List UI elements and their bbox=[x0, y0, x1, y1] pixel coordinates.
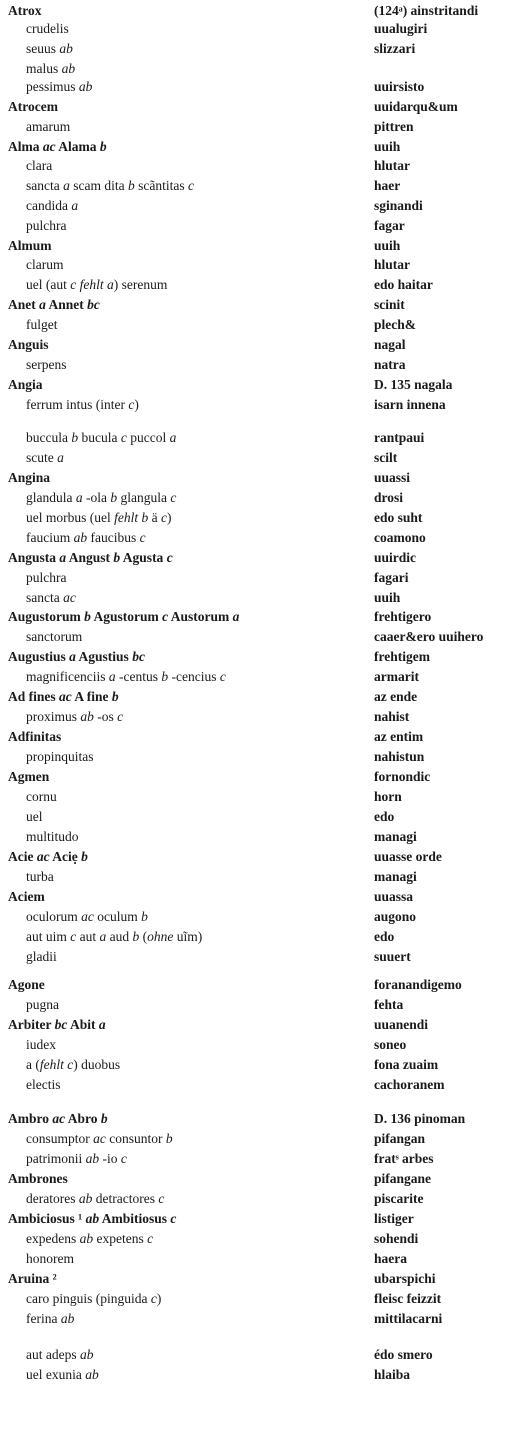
german-gloss: uuanendi bbox=[374, 1017, 429, 1032]
latin-gloss: sancta a scam dita b scãntitas c bbox=[26, 178, 194, 193]
german-gloss: plech& bbox=[374, 317, 416, 332]
lemma-heading: Anet a Annet bc bbox=[8, 297, 100, 312]
german-gloss: uuasse orde bbox=[374, 849, 442, 864]
latin-gloss: pugna bbox=[26, 997, 59, 1012]
latin-gloss: candida a bbox=[26, 198, 79, 213]
german-gloss: fornondic bbox=[374, 769, 431, 784]
latin-gloss: honorem bbox=[26, 1251, 74, 1266]
german-gloss: augono bbox=[374, 909, 417, 924]
german-gloss: nagal bbox=[374, 337, 406, 352]
german-gloss: caaer&ero uuihero bbox=[374, 629, 484, 644]
german-gloss: D. 135 nagala bbox=[374, 377, 453, 392]
gloss-entry bbox=[0, 1210, 520, 1230]
latin-gloss: sanctorum bbox=[26, 629, 83, 644]
german-gloss: az ende bbox=[374, 689, 418, 704]
gloss-entry bbox=[0, 1170, 520, 1190]
lemma-heading: Atrox bbox=[8, 3, 42, 18]
german-gloss: frehtigero bbox=[374, 609, 432, 624]
german-gloss: pittren bbox=[374, 119, 414, 134]
german-gloss: fleisc feizzit bbox=[374, 1291, 442, 1306]
lemma-heading: Angusta a Angust b Agusta c bbox=[8, 550, 173, 565]
gloss-entry bbox=[0, 948, 520, 968]
gloss-entry bbox=[0, 1016, 520, 1036]
gloss-entry bbox=[0, 1190, 520, 1210]
lemma-heading: Alma ac Alama b bbox=[8, 139, 107, 154]
german-gloss: managi bbox=[374, 869, 417, 884]
latin-gloss: caro pinguis (pinguida c) bbox=[26, 1291, 162, 1306]
gloss-entry bbox=[0, 2, 520, 22]
german-gloss: fratˢ arbes bbox=[374, 1151, 434, 1166]
lemma-heading: Ambiciosus ¹ ab Ambitiosus c bbox=[8, 1211, 177, 1226]
lemma-heading: Aruina ² bbox=[8, 1271, 57, 1286]
german-gloss: fagar bbox=[374, 218, 405, 233]
lemma-heading: Atrocem bbox=[8, 99, 58, 114]
gloss-entry bbox=[0, 469, 520, 489]
lemma-heading: Adfinitas bbox=[8, 729, 62, 744]
gloss-entry bbox=[0, 138, 520, 158]
gloss-entry bbox=[0, 336, 520, 356]
latin-gloss: clarum bbox=[26, 257, 64, 272]
latin-gloss: fulget bbox=[26, 317, 58, 332]
german-gloss: haer bbox=[374, 178, 401, 193]
gloss-entry bbox=[0, 1230, 520, 1250]
gloss-entry bbox=[0, 316, 520, 336]
german-gloss: scinit bbox=[374, 297, 405, 312]
german-gloss: drosi bbox=[374, 490, 404, 505]
latin-gloss: glandula a -ola b glangula c bbox=[26, 490, 177, 505]
german-gloss: scilt bbox=[374, 450, 398, 465]
gloss-entry bbox=[0, 828, 520, 848]
german-gloss: hlutar bbox=[374, 158, 411, 173]
latin-gloss: deratores ab detractores c bbox=[26, 1191, 165, 1206]
gloss-entry bbox=[0, 768, 520, 788]
latin-gloss: pulchra bbox=[26, 218, 67, 233]
lemma-heading: Arbiter bc Abit a bbox=[8, 1017, 106, 1032]
gloss-entry bbox=[0, 429, 520, 449]
lemma-heading: Anguis bbox=[8, 337, 49, 352]
german-gloss: hlutar bbox=[374, 257, 411, 272]
latin-gloss: turba bbox=[26, 869, 54, 884]
german-gloss: slizzari bbox=[374, 41, 416, 56]
german-gloss: horn bbox=[374, 789, 402, 804]
german-gloss: edo suht bbox=[374, 510, 423, 525]
german-gloss: uuih bbox=[374, 139, 401, 154]
german-gloss: D. 136 pinoman bbox=[374, 1111, 466, 1126]
latin-gloss: oculorum ac oculum b bbox=[26, 909, 148, 924]
german-gloss: edo bbox=[374, 809, 395, 824]
german-gloss: uuirdic bbox=[374, 550, 417, 565]
gloss-entry bbox=[0, 217, 520, 237]
gloss-entry bbox=[0, 788, 520, 808]
latin-gloss: uel exunia ab bbox=[26, 1367, 99, 1382]
latin-gloss: clara bbox=[26, 158, 53, 173]
gloss-entry bbox=[0, 509, 520, 529]
gloss-entry bbox=[0, 976, 520, 996]
gloss-entry bbox=[0, 396, 520, 416]
latin-gloss: consumptor ac consuntor b bbox=[26, 1131, 173, 1146]
german-gloss: cachoranem bbox=[374, 1077, 445, 1092]
gloss-entry bbox=[0, 608, 520, 628]
latin-gloss: uel bbox=[26, 809, 43, 824]
german-gloss: uuirsisto bbox=[374, 79, 425, 94]
latin-gloss: seuus ab bbox=[26, 41, 73, 56]
latin-gloss: patrimonii ab -io c bbox=[26, 1151, 127, 1166]
gloss-entry bbox=[0, 628, 520, 648]
german-gloss: sginandi bbox=[374, 198, 423, 213]
german-gloss: nahist bbox=[374, 709, 410, 724]
gloss-entry bbox=[0, 1130, 520, 1150]
german-gloss: pifangane bbox=[374, 1171, 432, 1186]
latin-gloss: sancta ac bbox=[26, 590, 76, 605]
lemma-heading: Almum bbox=[8, 238, 52, 253]
german-gloss: uuih bbox=[374, 238, 401, 253]
german-gloss: uuih bbox=[374, 590, 401, 605]
german-gloss: pifangan bbox=[374, 1131, 426, 1146]
latin-gloss: pulchra bbox=[26, 570, 67, 585]
gloss-entry bbox=[0, 60, 520, 80]
german-gloss: uuassa bbox=[374, 889, 414, 904]
latin-gloss: expedens ab expetens c bbox=[26, 1231, 154, 1246]
latin-gloss: electis bbox=[26, 1077, 61, 1092]
gloss-entry bbox=[0, 1250, 520, 1270]
gloss-entry bbox=[0, 1346, 520, 1366]
gloss-entry bbox=[0, 376, 520, 396]
gloss-entry bbox=[0, 928, 520, 948]
german-gloss: nahistun bbox=[374, 749, 425, 764]
german-gloss: fona zuaim bbox=[374, 1057, 439, 1072]
gloss-entry bbox=[0, 868, 520, 888]
gloss-entry bbox=[0, 489, 520, 509]
gloss-entry bbox=[0, 848, 520, 868]
gloss-entry bbox=[0, 708, 520, 728]
gloss-entry bbox=[0, 256, 520, 276]
latin-gloss: uel (aut c fehlt a) serenum bbox=[26, 277, 168, 292]
gloss-entry bbox=[0, 276, 520, 296]
gloss-entry bbox=[0, 1290, 520, 1310]
gloss-entry bbox=[0, 529, 520, 549]
lemma-heading: Agmen bbox=[8, 769, 50, 784]
gloss-entry bbox=[0, 888, 520, 908]
german-gloss: hlaiba bbox=[374, 1367, 411, 1382]
lemma-heading: Ad fines ac A fine b bbox=[8, 689, 119, 704]
german-gloss: managi bbox=[374, 829, 417, 844]
latin-gloss: magnificenciis a -centus b -cencius c bbox=[26, 669, 226, 684]
gloss-entry bbox=[0, 1366, 520, 1386]
german-gloss: soneo bbox=[374, 1037, 407, 1052]
german-gloss: fehta bbox=[374, 997, 404, 1012]
latin-gloss: serpens bbox=[26, 357, 67, 372]
gloss-entry bbox=[0, 118, 520, 138]
gloss-entry bbox=[0, 996, 520, 1016]
lemma-heading: Ambrones bbox=[8, 1171, 68, 1186]
gloss-entry bbox=[0, 197, 520, 217]
german-gloss: rantpaui bbox=[374, 430, 425, 445]
latin-gloss: scute a bbox=[26, 450, 64, 465]
gloss-entry bbox=[0, 1036, 520, 1056]
lemma-heading: Angia bbox=[8, 377, 43, 392]
latin-gloss: a (fehlt c) duobus bbox=[26, 1057, 121, 1072]
latin-gloss: proximus ab -os c bbox=[26, 709, 124, 724]
lemma-heading: Acie ac Aciẹ b bbox=[8, 849, 88, 864]
lemma-heading: Angina bbox=[8, 470, 51, 485]
gloss-entry bbox=[0, 748, 520, 768]
lemma-heading: Augustorum b Agustorum c Austorum a bbox=[8, 609, 240, 624]
gloss-entry bbox=[0, 177, 520, 197]
gloss-entry bbox=[0, 157, 520, 177]
german-gloss: frehtigem bbox=[374, 649, 430, 664]
gloss-entry bbox=[0, 98, 520, 118]
latin-gloss: ferrum intus (inter c) bbox=[26, 397, 139, 412]
latin-gloss: aut uim c aut a aud b (ohne uĩm) bbox=[26, 929, 203, 944]
gloss-entry bbox=[0, 1110, 520, 1130]
latin-gloss: ferina ab bbox=[26, 1311, 75, 1326]
lemma-heading: Augustius a Agustius bc bbox=[8, 649, 145, 664]
german-gloss: ubarspichi bbox=[374, 1271, 436, 1286]
gloss-entry bbox=[0, 1310, 520, 1330]
german-gloss: piscarite bbox=[374, 1191, 424, 1206]
lemma-heading: Agone bbox=[8, 977, 45, 992]
latin-gloss: iudex bbox=[26, 1037, 56, 1052]
gloss-entry bbox=[0, 728, 520, 748]
german-gloss: foranandigemo bbox=[374, 977, 462, 992]
german-gloss: natra bbox=[374, 357, 406, 372]
gloss-entry bbox=[0, 908, 520, 928]
german-gloss: listiger bbox=[374, 1211, 414, 1226]
latin-gloss: amarum bbox=[26, 119, 71, 134]
gloss-entry bbox=[0, 1270, 520, 1290]
gloss-entry bbox=[0, 688, 520, 708]
gloss-entry bbox=[0, 549, 520, 569]
german-gloss: haera bbox=[374, 1251, 407, 1266]
german-gloss: az entim bbox=[374, 729, 424, 744]
latin-gloss: uel morbus (uel fehlt b ä c) bbox=[26, 510, 172, 525]
latin-gloss: propinquitas bbox=[26, 749, 94, 764]
gloss-entry bbox=[0, 296, 520, 316]
latin-gloss: multitudo bbox=[26, 829, 79, 844]
german-gloss: isarn innena bbox=[374, 397, 446, 412]
latin-gloss: pessimus ab bbox=[26, 79, 93, 94]
gloss-entry bbox=[0, 237, 520, 257]
gloss-entry bbox=[0, 20, 520, 40]
german-gloss: mittilacarni bbox=[374, 1311, 443, 1326]
german-gloss: sohendi bbox=[374, 1231, 419, 1246]
gloss-entry bbox=[0, 569, 520, 589]
latin-gloss: cornu bbox=[26, 789, 57, 804]
lemma-heading: Aciem bbox=[8, 889, 45, 904]
gloss-entry bbox=[0, 78, 520, 98]
gloss-entry bbox=[0, 1076, 520, 1096]
german-gloss: uuidarqu&um bbox=[374, 99, 458, 114]
german-gloss: (124ᵃ) ainstritandi bbox=[374, 3, 479, 18]
gloss-entry bbox=[0, 668, 520, 688]
latin-gloss: aut adeps ab bbox=[26, 1347, 94, 1362]
gloss-entry bbox=[0, 648, 520, 668]
latin-gloss: buccula b bucula c puccol a bbox=[26, 430, 177, 445]
german-gloss: édo smero bbox=[374, 1347, 433, 1362]
gloss-entry bbox=[0, 449, 520, 469]
german-gloss: coamono bbox=[374, 530, 426, 545]
german-gloss: edo bbox=[374, 929, 395, 944]
gloss-entry bbox=[0, 808, 520, 828]
lemma-heading: Ambro ac Abro b bbox=[8, 1111, 108, 1126]
latin-gloss: malus ab bbox=[26, 61, 76, 76]
latin-gloss: crudelis bbox=[26, 21, 69, 36]
gloss-entry bbox=[0, 356, 520, 376]
german-gloss: uualugiri bbox=[374, 21, 428, 36]
german-gloss: fagari bbox=[374, 570, 409, 585]
gloss-entry bbox=[0, 589, 520, 609]
gloss-entry bbox=[0, 40, 520, 60]
german-gloss: uuassi bbox=[374, 470, 411, 485]
german-gloss: edo haitar bbox=[374, 277, 433, 292]
german-gloss: suuert bbox=[374, 949, 411, 964]
german-gloss: armarit bbox=[374, 669, 419, 684]
latin-gloss: gladii bbox=[26, 949, 57, 964]
gloss-entry bbox=[0, 1056, 520, 1076]
latin-gloss: faucium ab faucibus c bbox=[26, 530, 146, 545]
gloss-entry bbox=[0, 1150, 520, 1170]
